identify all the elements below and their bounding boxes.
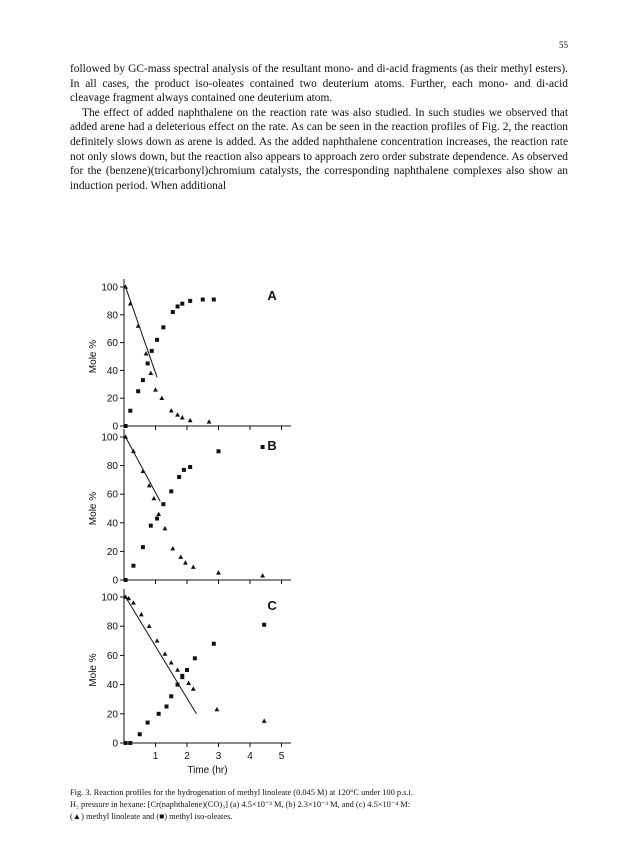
page-number: 55 — [559, 40, 568, 50]
panel-letter: C — [267, 598, 277, 613]
y-tick-label: 100 — [101, 432, 118, 444]
iso-oleate-point — [188, 299, 192, 303]
x-tick-label: 3 — [215, 751, 222, 762]
y-tick-label: 60 — [106, 650, 118, 662]
iso-oleate-point — [212, 298, 216, 302]
iso-oleate-point — [171, 310, 175, 314]
caption-line: H₂ pressure in hexane: [Cr(naphthalene)(CO)₃] (a) 4.5×10⁻³ M, (b) 2.3×10⁻³ M, and (c) 4.5×10⁻⁴ M: — [70, 800, 411, 809]
linoleate-point — [191, 565, 196, 569]
linoleate-point — [148, 371, 153, 375]
y-tick-label: 100 — [101, 282, 118, 294]
linoleate-point — [169, 408, 174, 412]
paragraph: followed by GC-mass spectral analysis of the resultant mono- and di-acid fragments (as their methyl esters). In all cases, the product iso-oleates contained two deuterium atoms. Further, each mono- and di-acid cleavage fragment always contained one deuterium atom. — [70, 63, 568, 105]
iso-oleate-point — [131, 564, 135, 568]
paragraph: The effect of added naphthalene on the reaction rate was also studied. In such studies we observed that added arene had a deleterious effect on the rate. As can be seen in the reaction profiles of Fig. 2, the reaction definitely slows down as arene is added. As the added naphthalene concentration increases, the reaction rate not only slows down, but the reaction also appears to approach zero order substrate dependence. As observed for the (benzene)(tricarbonyl)chromium catalysts, the corresponding naphthalene complexes also show an induction period. When additional — [70, 106, 568, 192]
linoleate-point — [186, 681, 191, 685]
y-tick-label: 20 — [106, 546, 118, 558]
linoleate-point — [262, 719, 267, 723]
iso-oleate-point — [182, 468, 186, 472]
iso-oleate-point — [212, 642, 216, 646]
fit-line — [126, 287, 158, 377]
x-tick-label: 1 — [152, 751, 159, 762]
y-axis-title: Mole % — [88, 339, 99, 374]
y-tick-label: 20 — [106, 709, 118, 721]
iso-oleate-point — [128, 741, 132, 745]
iso-oleate-point — [180, 674, 184, 678]
iso-oleate-point — [161, 325, 165, 329]
linoleate-point — [141, 469, 146, 473]
iso-oleate-point — [155, 517, 159, 521]
iso-oleate-point — [141, 545, 145, 549]
fit-line — [126, 597, 197, 714]
iso-oleate-point — [261, 445, 265, 449]
y-tick-label: 0 — [112, 421, 118, 433]
linoleate-point — [207, 419, 212, 423]
iso-oleate-point — [177, 475, 181, 479]
y-tick-label: 40 — [106, 365, 118, 377]
linoleate-point — [131, 600, 136, 604]
iso-oleate-point — [185, 668, 189, 672]
linoleate-point — [163, 651, 168, 655]
linoleate-point — [260, 573, 265, 577]
y-tick-label: 80 — [106, 461, 118, 473]
linoleate-point — [175, 667, 180, 671]
y-axis-title: Mole % — [88, 653, 99, 687]
linoleate-point — [178, 555, 183, 559]
iso-oleate-point — [124, 424, 128, 428]
figure-caption — [70, 787, 570, 823]
iso-oleate-point — [155, 338, 159, 342]
y-tick-label: 20 — [106, 393, 118, 405]
linoleate-point — [155, 638, 160, 642]
y-tick-label: 100 — [101, 592, 118, 604]
iso-oleate-point — [146, 361, 150, 365]
linoleate-point — [169, 660, 174, 664]
linoleate-point — [163, 526, 168, 530]
iso-oleate-point — [157, 712, 161, 716]
iso-oleate-point — [193, 656, 197, 660]
iso-oleate-point — [169, 694, 173, 698]
linoleate-point — [139, 612, 144, 616]
linoleate-point — [159, 396, 164, 400]
iso-oleate-point — [138, 732, 142, 736]
linoleate-point — [175, 412, 180, 416]
iso-oleate-point — [201, 298, 205, 302]
x-tick-label: 5 — [278, 751, 285, 762]
y-tick-label: 0 — [112, 738, 118, 750]
iso-oleate-point — [149, 524, 153, 528]
iso-oleate-point — [141, 378, 145, 382]
iso-oleate-point — [150, 349, 154, 353]
y-tick-label: 80 — [106, 621, 118, 633]
panel-letter: B — [267, 438, 277, 453]
y-tick-label: 60 — [106, 489, 118, 501]
iso-oleate-point — [136, 389, 140, 393]
iso-oleate-point — [176, 304, 180, 308]
iso-oleate-point — [161, 502, 165, 506]
y-tick-label: 40 — [106, 518, 118, 530]
iso-oleate-point — [262, 623, 266, 627]
linoleate-point — [147, 624, 152, 628]
linoleate-point — [136, 323, 141, 327]
caption-line: Fig. 3. Reaction profiles for the hydrogenation of methyl linoleate (0.045 M) at 120°C under 100 p.s.i. — [70, 788, 413, 797]
iso-oleate-point — [124, 578, 128, 582]
iso-oleate-point — [188, 465, 192, 469]
y-tick-label: 60 — [106, 338, 118, 350]
x-tick-label: 4 — [247, 751, 253, 762]
linoleate-point — [183, 560, 188, 564]
linoleate-point — [153, 387, 158, 391]
linoleate-point — [180, 415, 185, 419]
linoleate-point — [170, 546, 175, 550]
iso-oleate-point — [217, 449, 221, 453]
iso-oleate-point — [169, 489, 173, 493]
linoleate-point — [128, 301, 133, 305]
iso-oleate-point — [165, 705, 169, 709]
y-tick-label: 40 — [106, 680, 118, 692]
linoleate-point — [188, 418, 193, 422]
y-axis-title: Mole % — [88, 491, 99, 526]
iso-oleate-point — [128, 409, 132, 413]
iso-oleate-point — [146, 721, 150, 725]
linoleate-point — [191, 686, 196, 690]
y-tick-label: 80 — [106, 310, 118, 322]
x-axis-title: Time (hr) — [187, 765, 228, 776]
linoleate-point — [216, 570, 221, 574]
linoleate-point — [156, 512, 161, 516]
linoleate-point — [152, 496, 157, 500]
x-tick-label: 2 — [184, 751, 190, 762]
linoleate-point — [215, 707, 220, 711]
y-tick-label: 0 — [112, 575, 118, 587]
iso-oleate-point — [124, 741, 128, 745]
iso-oleate-point — [176, 683, 180, 687]
caption-line: (▲) methyl linoleate and (■) methyl iso-oleates. — [70, 812, 233, 821]
panel-letter: A — [267, 288, 277, 303]
iso-oleate-point — [180, 302, 184, 306]
